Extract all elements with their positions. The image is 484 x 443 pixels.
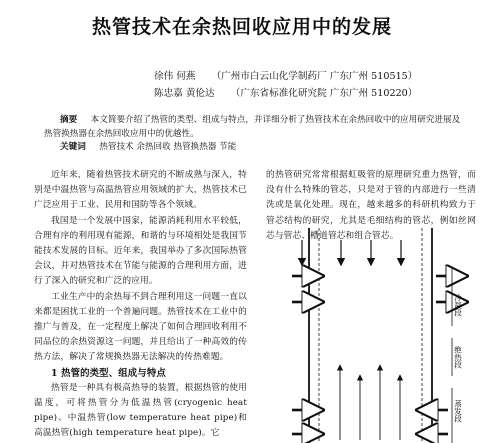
body-paragraph: 的热管研究常常根据虹吸管的原理研究重力热管，而没有什么特殊的管芯，只是对于管的内部进行一些清洗或是氧化处理。现在，越来越多的科研机构致力于管芯结构的研究，尤其是毛细结构的管芯，例如丝网芯与管芯、槽道管芯和组合管芯。 bbox=[266, 170, 476, 241]
abstract bbox=[44, 113, 464, 141]
body-paragraph: 热管是一种具有极高热导的装置，根据热管的使用温度，可将热管分为低温热管(cryogenic heat pipe)、中温热管(low temperature heat pipe)和高温热管(high temperature heat pipe)。它 bbox=[34, 382, 247, 439]
author-names: 徐伟 何燕 bbox=[154, 71, 196, 82]
body-paragraph: 工业生产中的余热每不到合理利用这一问题一直以来都是困扰工业的一个普遍问题。热管技术在工业中的推广与普及，在一定程度上解决了如何合理回收利用不同品位的余热资源这一问题，并且给出了一种高效的传热方法，解决了常规换热器无法解决的传热难题。 bbox=[34, 291, 247, 363]
author-line-1 bbox=[154, 70, 417, 84]
heat-pipe-figure bbox=[282, 228, 482, 443]
page-title: 热管技术在余热回收应用中的发展 bbox=[91, 16, 392, 38]
keywords-text: 热管技术 余热回收 热管换热器 节能 bbox=[99, 142, 237, 152]
author-affiliation: （广州市白云山化学制药厂 广东广州 510515） bbox=[211, 71, 418, 82]
section-heading: 1 热管的类型、组成与特点 bbox=[51, 367, 166, 379]
keywords bbox=[60, 141, 460, 154]
left-column bbox=[34, 168, 247, 442]
author-names: 陈忠嘉 黄伦达 bbox=[154, 88, 215, 99]
section-label-adiabatic: 绝热段 bbox=[453, 346, 463, 369]
author-affiliation: （广东省标准化研究院 广东广州 510220） bbox=[230, 88, 418, 99]
keywords-label: 关键词 bbox=[60, 142, 86, 152]
abstract-label: 摘要 bbox=[60, 115, 78, 125]
body-paragraph: 我国是一个发展中国家，能源消耗利用水平较低，合理有序的利用现有能源，和谐的与环境相处是我国节能技术发展的目标。近年来，我国举办了多次国际热管会议，并对热管技术在节能与能源的合理利用方面，进行了深入的研究和广泛的应用。 bbox=[34, 215, 247, 287]
section-label-condensation: 冷凝段 bbox=[453, 294, 463, 317]
section-label-evaporation: 蒸发段 bbox=[453, 400, 463, 423]
body-paragraph: 近年来，随着热管技术研究的不断成熟与深入，特别是中温热管与高温热管应用领域的扩大，热管技术已广泛应用于工业、民用和国防等各个领域。 bbox=[34, 170, 247, 211]
abstract-text: 本文简要介绍了热管的类型、组成与特点，并详细分析了热管技术在余热回收中的应用研究进展及热管换热器在余热回收应用中的优越性。 bbox=[44, 115, 461, 139]
author-line-2 bbox=[154, 87, 417, 101]
